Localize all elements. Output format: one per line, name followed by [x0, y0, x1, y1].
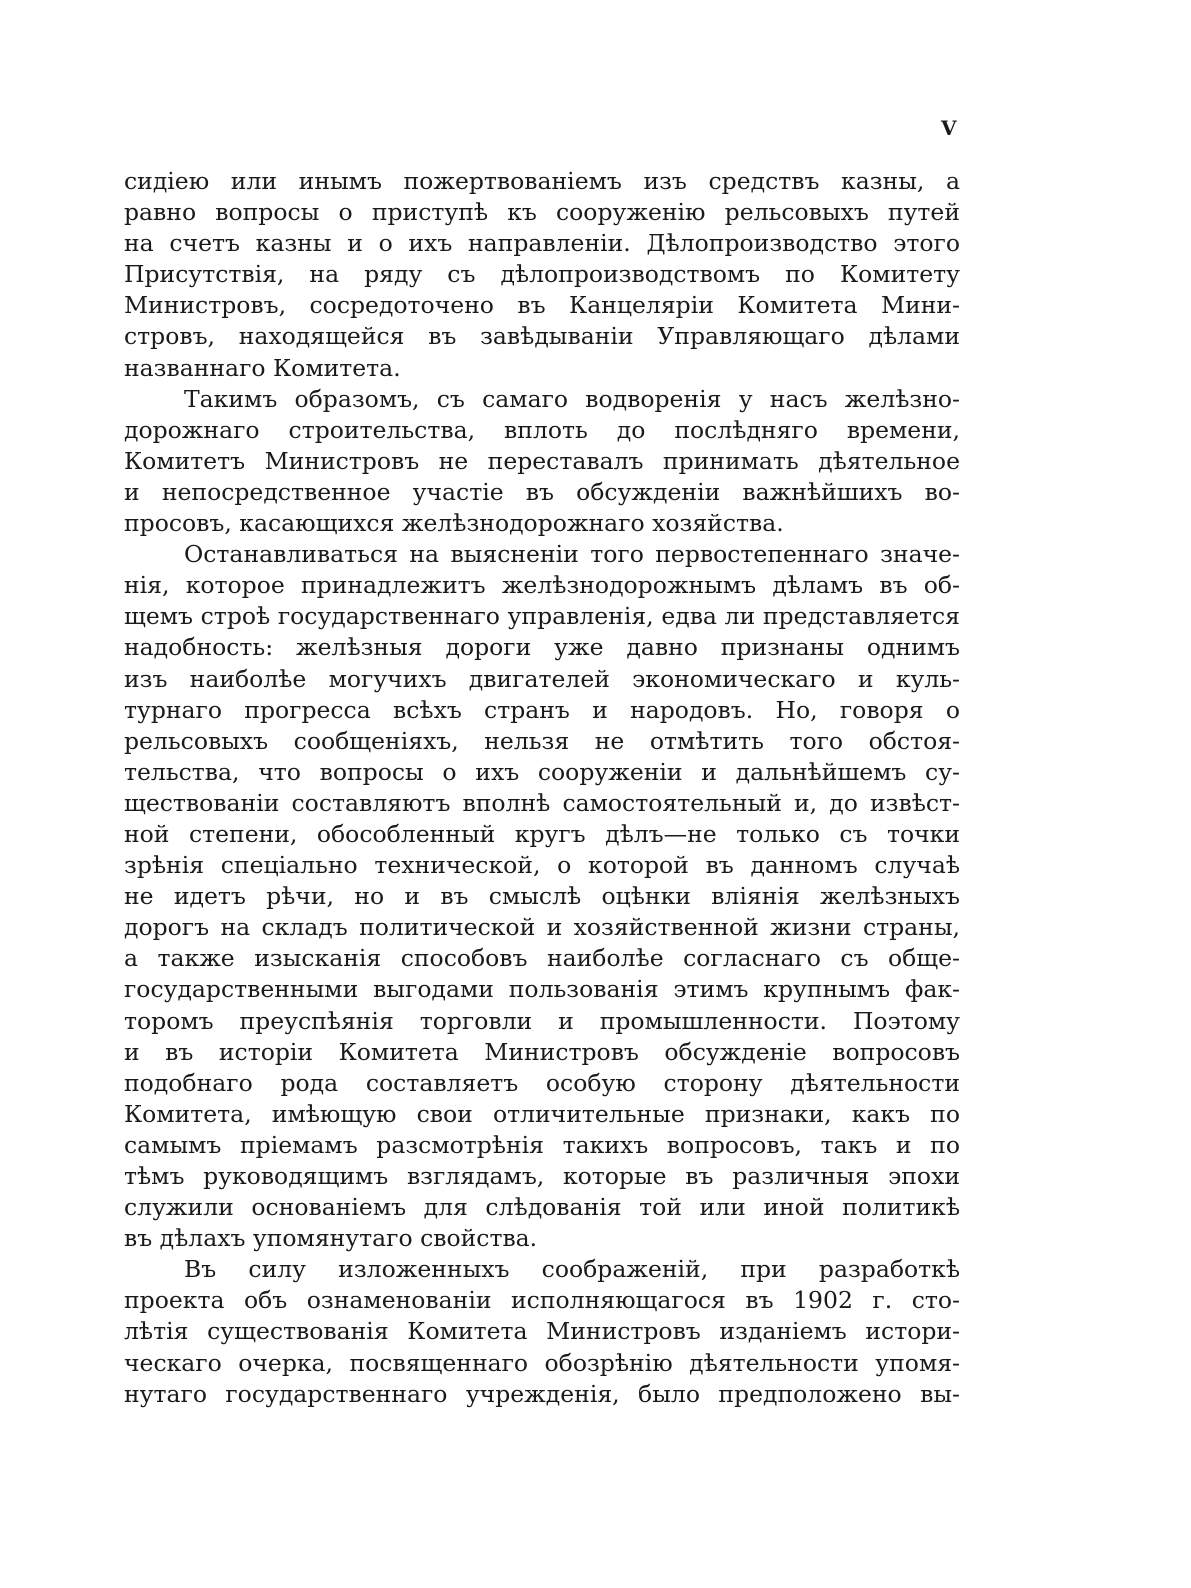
text-line: государственными выгодами пользованія этимъ крупнымъ фак- — [124, 975, 960, 1004]
text-line: сидіею или инымъ пожертвованіемъ изъ средствъ казны, а — [124, 167, 960, 195]
text-line: тельства, что вопросы о ихъ сооруженіи и дальнѣйшемъ су- — [124, 757, 960, 786]
text-line: рельсовыхъ сообщеніяхъ, нельзя не отмѣтить того обстоя- — [124, 726, 960, 755]
text-line: и непосредственное участіе въ обсужденіи важнѣйшихъ во- — [124, 477, 960, 506]
text-line: ной степени, обособленный кругъ дѣлъ—не только съ точки — [124, 819, 960, 848]
text-line: Комитета, имѣющую свои отличительные признаки, какъ по — [124, 1099, 960, 1128]
text-line: Министровъ, сосредоточено въ Канцеляріи Комитета Мини- — [124, 291, 960, 320]
text-line: дорогъ на складъ политической и хозяйственной жизни страны, — [124, 913, 960, 942]
text-line: торомъ преуспѣянія торговли и промышленности. Поэтому — [124, 1006, 960, 1035]
text-line: Останавливаться на выясненіи того первостепеннаго значе- — [184, 540, 960, 569]
text-line: Присутствія, на ряду съ дѣлопроизводствомъ по Комитету — [124, 260, 960, 289]
text-line: надобность: желѣзныя дороги уже давно признаны однимъ — [124, 633, 960, 662]
text-line: на счетъ казны и о ихъ направленіи. Дѣлопроизводство этого — [124, 229, 960, 258]
text-line: стровъ, находящейся въ завѣдываніи Управляющаго дѣлами — [124, 322, 960, 351]
text-line: равно вопросы о приступѣ къ сооруженію рельсовыхъ путей — [124, 198, 960, 227]
text-line: Въ силу изложенныхъ соображеній, при разработкѣ — [184, 1255, 960, 1284]
page-number: V — [941, 116, 957, 140]
text-line: а также изысканія способовъ наиболѣе согласнаго съ обще- — [124, 944, 960, 973]
text-line: самымъ пріемамъ разсмотрѣнія такихъ вопросовъ, такъ и по — [124, 1130, 960, 1159]
text-line: просовъ, касающихся желѣзнодорожнаго хозяйства. — [124, 509, 784, 538]
text-line: ществованіи составляютъ вполнѣ самостоятельный и, до извѣст- — [124, 788, 960, 817]
text-line: не идетъ рѣчи, но и въ смыслѣ оцѣнки вліянія желѣзныхъ — [124, 882, 960, 911]
text-line: служили основаніемъ для слѣдованія той или иной политикѣ — [124, 1193, 960, 1222]
body-text — [124, 166, 960, 1410]
text-line: щемъ строѣ государственнаго управленія, едва ли представляется — [124, 602, 960, 631]
text-line: зрѣнія спеціально технической, о которой въ данномъ случаѣ — [124, 851, 960, 880]
text-line: нутаго государственнаго учрежденія, было предположено вы- — [124, 1379, 960, 1408]
text-line: Комитетъ Министровъ не переставалъ принимать дѣятельное — [124, 446, 960, 475]
text-line: названнаго Комитета. — [124, 353, 401, 382]
text-line: проекта объ ознаменованіи исполняющагося въ 1902 г. сто- — [124, 1286, 960, 1315]
text-line: подобнаго рода составляетъ особую сторону дѣятельности — [124, 1068, 960, 1097]
text-line: ческаго очерка, посвященнаго обозрѣнію дѣятельности упомя- — [124, 1348, 960, 1377]
text-line: въ дѣлахъ упомянутаго свойства. — [124, 1224, 538, 1253]
text-line: нія, которое принадлежитъ желѣзнодорожнымъ дѣламъ въ об- — [124, 571, 960, 600]
text-line: и въ исторіи Комитета Министровъ обсужденіе вопросовъ — [124, 1037, 960, 1066]
text-line: турнаго прогресса всѣхъ странъ и народовъ. Но, говоря о — [124, 695, 960, 724]
text-line: лѣтія существованія Комитета Министровъ изданіемъ истори- — [124, 1317, 960, 1346]
text-line: дорожнаго строительства, вплоть до послѣдняго времени, — [124, 415, 960, 444]
text-line: изъ наиболѣе могучихъ двигателей экономическаго и куль- — [124, 664, 960, 693]
text-line: тѣмъ руководящимъ взглядамъ, которые въ различныя эпохи — [124, 1162, 960, 1190]
text-line: Такимъ образомъ, съ самаго водворенія у насъ желѣзно- — [184, 384, 960, 413]
